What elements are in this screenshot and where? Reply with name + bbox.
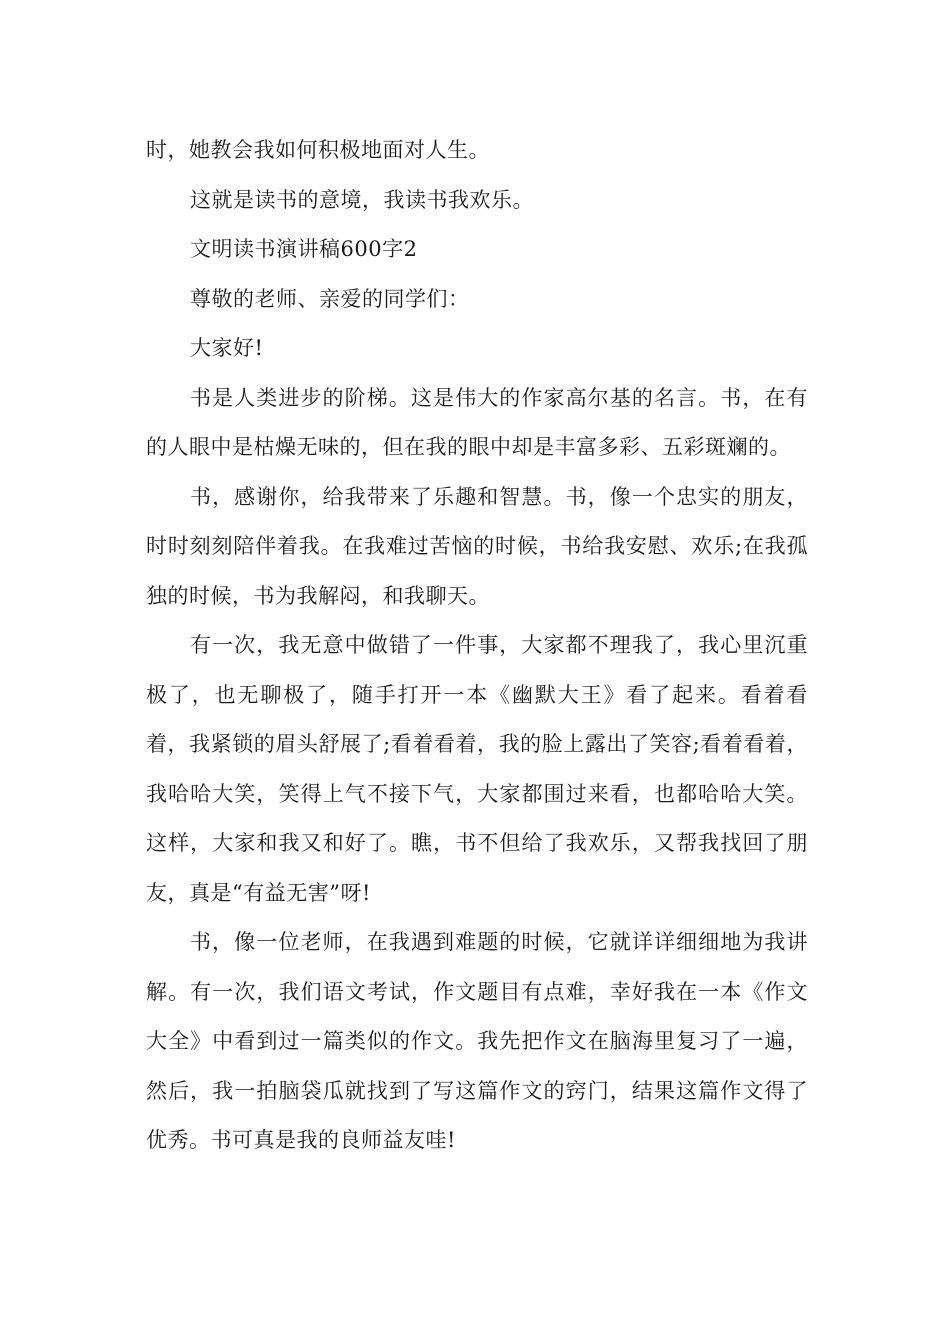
paragraph-book-teacher: 书，像一位老师，在我遇到难题的时候，它就详详细细地为我讲解。有一次，我们语文考试，作文题目有点难，幸好我在一本《作文大全》中看到过一篇类似的作文。我先把作文在脑海里复习了一遍，然后，我一拍脑袋瓜就找到了写这篇作文的窍门，结果这篇作文得了优秀。书可真是我的良师益友哇! [146,930,808,1152]
paragraph-book-friend: 书，感谢你，给我带来了乐趣和智慧。书，像一个忠实的朋友，时时刻刻陪伴着我。在我难过苦恼的时候，书给我安慰、欢乐;在我孤独的时候，书为我解闷，和我聊天。 [146,484,808,608]
paragraph-reading-mood: 这就是读书的意境，我读书我欢乐。 [190,187,534,212]
greeting: 大家好! [190,336,264,360]
paragraph-book-ladder: 书是人类进步的阶梯。这是伟大的作家高尔基的名言。书，在有的人眼中是枯燥无味的，但在我的眼中却是丰富多彩、五彩斑斓的。 [146,385,808,459]
section-title: 文明读书演讲稿600字2 [190,237,418,261]
paragraph-humor-king: 有一次，我无意中做错了一件事，大家都不理我了，我心里沉重极了，也无聊极了，随手打开一本《幽默大王》看了起来。看着看着，我紧锁的眉头舒展了;看着看着，我的脸上露出了笑容;看着看着，我哈哈大笑，笑得上气不接下气，大家都围过来看，也都哈哈大笑。这样，大家和我又和好了。瞧，书不但给了我欢乐，又帮我找回了朋友，真是“有益无害”呀! [146,633,808,905]
paragraph-continuation: 时，她教会我如何积极地面对人生。 [146,138,490,162]
salutation: 尊敬的老师、亲爱的同学们： [190,286,470,311]
document-body [146,126,808,1166]
